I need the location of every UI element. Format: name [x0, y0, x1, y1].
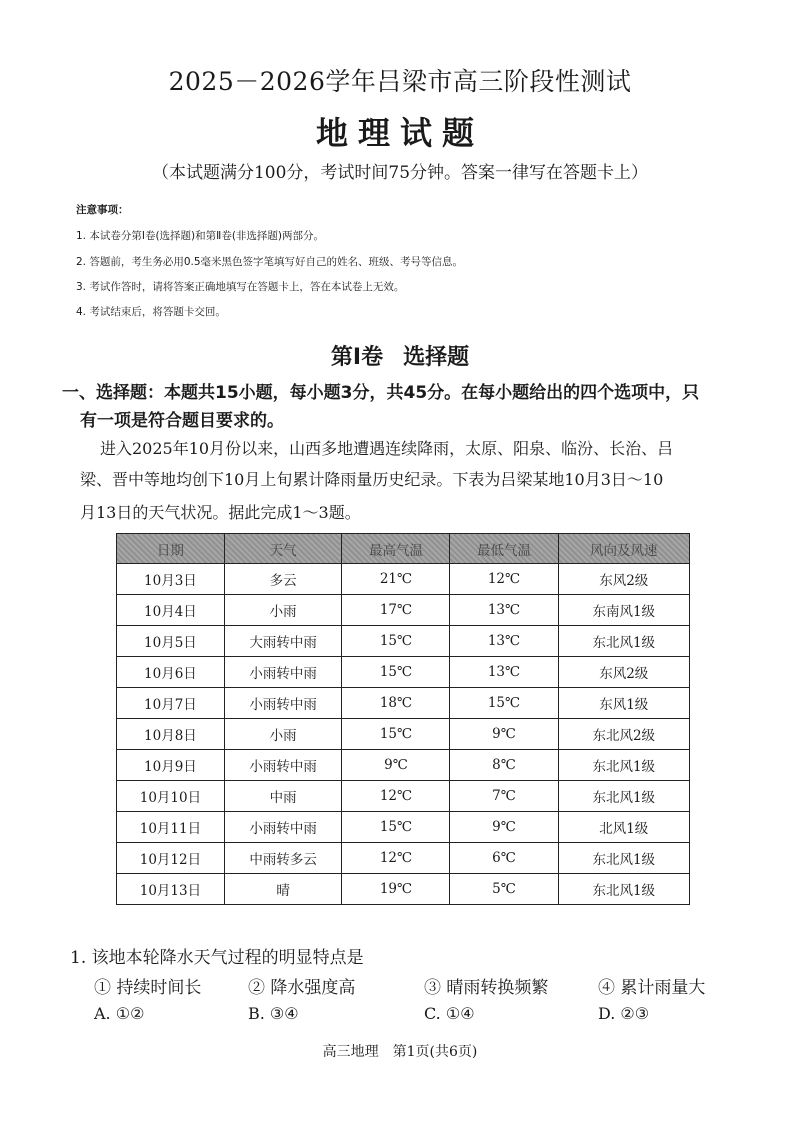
cell-weather: 大雨转中雨 [224, 626, 342, 657]
header-weather: 天气 [224, 534, 342, 564]
cell-max-temp: 21℃ [342, 564, 450, 595]
footer-page: 第1页(共6页) [392, 1044, 478, 1060]
cell-weather: 多云 [224, 564, 342, 595]
cell-wind: 东风2级 [558, 564, 690, 595]
table-row [117, 812, 690, 843]
table-row [117, 750, 690, 781]
cell-min-temp: 12℃ [450, 564, 558, 595]
cell-wind: 东南风1级 [558, 595, 690, 626]
exam-year-title: 2025－2026学年吕梁市高三阶段性测试 [168, 67, 632, 96]
cell-min-temp: 7℃ [450, 781, 558, 812]
notice-item: 1. 本试卷分第Ⅰ卷(选择题)和第Ⅱ卷(非选择题)两部分。 [76, 230, 325, 242]
cell-min-temp: 13℃ [450, 595, 558, 626]
cell-min-temp: 8℃ [450, 750, 558, 781]
cell-min-temp: 13℃ [450, 626, 558, 657]
notice-item: 4. 考试结束后，将答题卡交回。 [76, 306, 226, 318]
cell-weather: 小雨转中雨 [224, 657, 342, 688]
question-stem: 1. 该地本轮降水天气过程的明显特点是 [70, 948, 364, 968]
cell-min-temp: 15℃ [450, 688, 558, 719]
cell-min-temp: 5℃ [450, 874, 558, 905]
choice-c: C. ①④ [424, 1004, 475, 1023]
cell-date: 10月5日 [117, 626, 225, 657]
table-body [117, 564, 690, 905]
page-footer [0, 1041, 800, 1061]
cell-wind: 东北风1级 [558, 874, 690, 905]
cell-max-temp: 9℃ [342, 750, 450, 781]
cell-max-temp: 15℃ [342, 719, 450, 750]
section-title [0, 340, 800, 371]
table-row [117, 564, 690, 595]
table-header-row [117, 534, 690, 564]
header-date: 日期 [117, 534, 225, 564]
cell-date: 10月9日 [117, 750, 225, 781]
cell-wind: 东风1级 [558, 688, 690, 719]
cell-date: 10月10日 [117, 781, 225, 812]
cell-min-temp: 9℃ [450, 719, 558, 750]
cell-max-temp: 17℃ [342, 595, 450, 626]
cell-wind: 东北风1级 [558, 750, 690, 781]
cell-weather: 小雨转中雨 [224, 812, 342, 843]
cell-date: 10月7日 [117, 688, 225, 719]
cell-date: 10月4日 [117, 595, 225, 626]
option-1: ① 持续时间长 [94, 978, 202, 998]
choice-a: A. ①② [94, 1004, 145, 1023]
subject-title: 地理试题 [315, 114, 484, 152]
cell-weather: 小雨转中雨 [224, 750, 342, 781]
option-3: ③ 晴雨转换频繁 [424, 978, 549, 998]
table-row [117, 595, 690, 626]
weather-table [116, 533, 690, 905]
cell-weather: 小雨 [224, 595, 342, 626]
cell-wind: 东北风1级 [558, 781, 690, 812]
cell-weather: 中雨转多云 [224, 843, 342, 874]
cell-weather: 中雨 [224, 781, 342, 812]
cell-wind: 东北风1级 [558, 843, 690, 874]
cell-min-temp: 6℃ [450, 843, 558, 874]
choice-b: B. ③④ [248, 1004, 299, 1023]
cell-wind: 东风2级 [558, 657, 690, 688]
cell-wind: 东北风1级 [558, 626, 690, 657]
section-name: 选择题 [403, 345, 470, 370]
notice-item: 3. 考试作答时，请将答案正确地填写在答题卡上，答在本试卷上无效。 [76, 281, 405, 293]
cell-max-temp: 12℃ [342, 843, 450, 874]
cell-date: 10月6日 [117, 657, 225, 688]
cell-max-temp: 15℃ [342, 812, 450, 843]
cell-weather: 晴 [224, 874, 342, 905]
cell-max-temp: 15℃ [342, 626, 450, 657]
section-volume: 第Ⅰ卷 [330, 345, 384, 370]
cell-max-temp: 15℃ [342, 657, 450, 688]
table-row [117, 657, 690, 688]
cell-max-temp: 19℃ [342, 874, 450, 905]
cell-min-temp: 9℃ [450, 812, 558, 843]
option-4: ④ 累计雨量大 [598, 978, 706, 998]
cell-date: 10月13日 [117, 874, 225, 905]
table-row [117, 626, 690, 657]
footer-label: 高三地理 [322, 1044, 379, 1060]
passage-line: 月13日的天气状况。据此完成1～3题。 [80, 503, 361, 522]
table-row [117, 719, 690, 750]
table-row [117, 874, 690, 905]
table-row [117, 781, 690, 812]
cell-min-temp: 13℃ [450, 657, 558, 688]
table-row [117, 843, 690, 874]
option-2: ② 降水强度高 [248, 978, 356, 998]
cell-weather: 小雨 [224, 719, 342, 750]
instruction-line: 一、选择题：本题共15小题，每小题3分，共45分。在每小题给出的四个选项中，只 [62, 383, 700, 403]
table-row [117, 688, 690, 719]
cell-weather: 小雨转中雨 [224, 688, 342, 719]
passage-line: 进入2025年10月份以来，山西多地遭遇连续降雨，太原、阳泉、临汾、长治、吕 [100, 439, 674, 458]
notice-title: 注意事项： [76, 204, 129, 216]
cell-date: 10月8日 [117, 719, 225, 750]
passage-line: 梁、晋中等地均创下10月上旬累计降雨量历史纪录。下表为吕梁某地10月3日～10 [80, 470, 664, 489]
notice-item: 2. 答题前，考生务必用0.5毫米黑色签字笔填写好自己的姓名、班级、考号等信息。 [76, 256, 464, 268]
exam-note: （本试题满分100分，考试时间75分钟。答案一律写在答题卡上） [151, 163, 649, 183]
choice-d: D. ②③ [598, 1004, 650, 1023]
header-min-temp: 最低气温 [450, 534, 558, 564]
cell-wind: 东北风2级 [558, 719, 690, 750]
cell-date: 10月12日 [117, 843, 225, 874]
cell-max-temp: 18℃ [342, 688, 450, 719]
header-max-temp: 最高气温 [342, 534, 450, 564]
cell-date: 10月11日 [117, 812, 225, 843]
cell-date: 10月3日 [117, 564, 225, 595]
header-wind: 风向及风速 [558, 534, 690, 564]
cell-max-temp: 12℃ [342, 781, 450, 812]
instruction-line: 有一项是符合题目要求的。 [80, 411, 284, 431]
cell-wind: 北风1级 [558, 812, 690, 843]
